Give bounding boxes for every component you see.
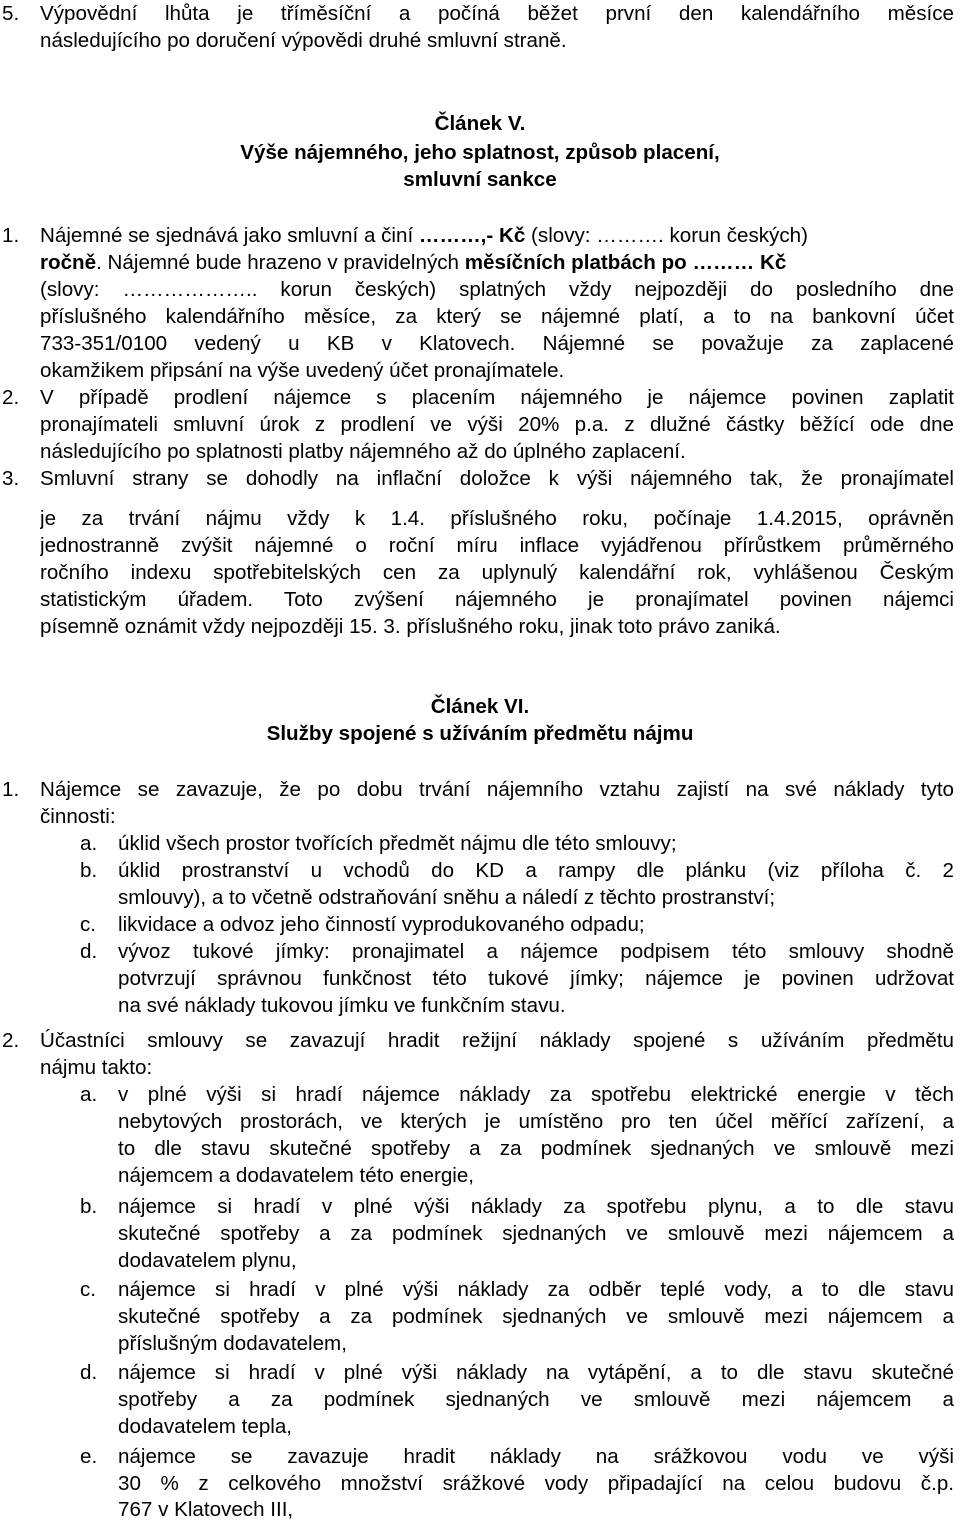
vi2-b-line-3 — [0, 1247, 960, 1274]
v3-line-5 — [0, 586, 960, 613]
list-letter: b. — [80, 1195, 98, 1218]
vi2-c-line-3 — [0, 1330, 960, 1357]
list-item-text: nájemce se zavazuje hradit náklady na srážkovou vodu ve výši — [118, 1445, 954, 1468]
vi2-line-2 — [0, 1054, 960, 1081]
paragraph-text: statistickým úřadem. Toto zvýšení nájemného je pronajímatel povinen nájemci — [40, 588, 954, 611]
list-item-text: to dle stavu skutečné spotřeby a za podmínek sjednaných ve smlouvě mezi — [118, 1137, 954, 1160]
list-letter: d. — [80, 940, 98, 963]
paragraph-text: Účastníci smlouvy se zavazují hradit režijní náklady spojené s užíváním předmětu — [40, 1029, 954, 1052]
paragraph-text: Smluvní strany se dohodly na inflační doložce k výši nájemného tak, že pronajímatel — [40, 467, 954, 490]
list-item-text: 767 v Klatovech III, — [118, 1498, 294, 1521]
vi1-d-line-3 — [0, 992, 960, 1019]
v3-line-3 — [0, 532, 960, 559]
paragraph-5-line-2 — [0, 27, 960, 54]
list-item-text: nájemce si hradí v plné výši náklady za spotřebu plynu, a to dle stavu — [118, 1195, 954, 1218]
list-letter: d. — [80, 1361, 98, 1384]
paragraph-text: 733-351/0100 vedený u KB v Klatovech. Nájemné se považuje za zaplacené — [40, 332, 954, 355]
list-item-text: likvidace a odvoz jeho činností vyprodukovaného odpadu; — [118, 913, 645, 936]
list-item-text: skutečné spotřeby a za podmínek sjednaných ve smlouvě mezi nájemcem a — [118, 1305, 954, 1328]
article-6-title — [0, 720, 960, 747]
vi1-line-2 — [0, 803, 960, 830]
article-5-title-line-1 — [0, 139, 960, 166]
article-6-heading — [0, 693, 960, 720]
vi2-a-line-2 — [0, 1108, 960, 1135]
list-letter: c. — [80, 913, 97, 936]
v1-line-5 — [0, 330, 960, 357]
list-item-text: dodavatelem plynu, — [118, 1249, 297, 1272]
paragraph-number: 3. — [2, 467, 20, 490]
vi2-d-line-3 — [0, 1413, 960, 1440]
article-title: Služby spojené s užíváním předmětu nájmu — [266, 722, 694, 745]
vi1-c-line-1 — [0, 911, 960, 938]
list-item-text: 30 % z celkového množství srážkové vody připadající na celou budovu č.p. — [118, 1472, 954, 1495]
list-item-text: příslušným dodavatelem, — [118, 1332, 347, 1355]
paragraph-text: okamžikem připsání na výše uvedený účet pronajímatele. — [40, 359, 565, 382]
v2-line-2 — [0, 411, 960, 438]
vi2-e-line-2 — [0, 1470, 960, 1497]
article-5-heading — [0, 110, 960, 137]
paragraph-text: následujícího po splatnosti platby nájemného až do úplného zaplacení. — [40, 440, 686, 463]
list-letter: b. — [80, 859, 98, 882]
vi2-e-line-1 — [0, 1443, 960, 1470]
vi1-d-line-1 — [0, 938, 960, 965]
vi2-a-line-3 — [0, 1135, 960, 1162]
list-item-text: nájemcem a dodavatelem této energie, — [118, 1164, 475, 1187]
vi2-a-line-1 — [0, 1081, 960, 1108]
vi2-c-line-2 — [0, 1303, 960, 1330]
vi2-c-line-1 — [0, 1276, 960, 1303]
vi2-d-line-2 — [0, 1386, 960, 1413]
vi2-b-line-1 — [0, 1193, 960, 1220]
v1-line-1 — [0, 222, 960, 249]
vi2-d-line-1 — [0, 1359, 960, 1386]
paragraph-number: 1. — [2, 778, 20, 801]
paragraph-text: pronajímateli smluvní úrok z prodlení ve výši 20% p.a. z dlužné částky běžící ode dne — [40, 413, 954, 436]
paragraph-text — [40, 222, 808, 249]
list-item-text: skutečné spotřeby a za podmínek sjednaných ve smlouvě mezi nájemcem a — [118, 1222, 954, 1245]
paragraph-text: V případě prodlení nájemce s placením nájemného je nájemce povinen zaplatit — [40, 386, 954, 409]
v2-line-1 — [0, 384, 960, 411]
list-letter: a. — [80, 832, 98, 855]
v1-line-6 — [0, 357, 960, 384]
list-item-text: úklid všech prostor tvořících předmět nájmu dle této smlouvy; — [118, 832, 677, 855]
paragraph-text: Výpovědní lhůta je tříměsíční a počíná běžet první den kalendářního měsíce — [40, 2, 954, 25]
vi2-line-1 — [0, 1027, 960, 1054]
paragraph-5-line-1 — [0, 0, 960, 27]
v1-line-2 — [0, 249, 960, 276]
paragraph-text: ročního indexu spotřebitelských cen za uplynulý kalendářní rok, vyhlášenou Českým — [40, 561, 954, 584]
annual-term: ročně — [40, 251, 97, 274]
rent-words-blank: (slovy: ………. korun českých) — [525, 224, 808, 247]
paragraph-text: Nájemce se zavazuje, že po dobu trvání nájemního vztahu zajistí na své náklady tyto — [40, 778, 954, 801]
list-letter: a. — [80, 1083, 98, 1106]
paragraph-text: písemně oznámit vždy nejpozději 15. 3. příslušného roku, jinak toto právo zaniká. — [40, 615, 781, 638]
article-heading: Článek VI. — [430, 695, 530, 718]
article-title: smluvní sankce — [403, 168, 557, 191]
article-heading: Článek V. — [434, 112, 526, 135]
vi2-e-line-3 — [0, 1496, 960, 1523]
list-item-text: na své náklady tukovou jímku ve funkčním stavu. — [118, 994, 566, 1017]
rent-amount-blank: ………,- Kč — [418, 224, 526, 247]
v3-line-1 — [0, 465, 960, 492]
vi2-a-line-4 — [0, 1162, 960, 1189]
paragraph-number: 1. — [2, 224, 20, 247]
paragraph-number: 2. — [2, 1029, 20, 1052]
paragraph-text: příslušného kalendářního měsíce, za který se nájemné platí, a to na bankovní účet — [40, 305, 954, 328]
v2-line-3 — [0, 438, 960, 465]
list-item-text: nájemce si hradí v plné výši náklady za odběr teplé vody, a to dle stavu — [118, 1278, 954, 1301]
paragraph-text: jednostranně zvýšit nájemné o roční míru inflace vyjádřenou přírůstkem průměrného — [40, 534, 954, 557]
list-item-text: spotřeby a za podmínek sjednaných ve smlouvě mezi nájemcem a — [118, 1388, 954, 1411]
list-letter: c. — [80, 1278, 97, 1301]
list-item-text: nájemce si hradí v plné výši náklady na vytápění, a to dle stavu skutečné — [118, 1361, 954, 1384]
v3-line-4 — [0, 559, 960, 586]
article-title: Výše nájemného, jeho splatnost, způsob placení, — [240, 141, 720, 164]
article-5-title-line-2 — [0, 166, 960, 193]
v3-line-2 — [0, 505, 960, 532]
paragraph-text: činnosti: — [40, 805, 116, 828]
list-item-text: potvrzují správnou funkčnost této tukové jímky; nájemce je povinen udržovat — [118, 967, 954, 990]
list-letter: e. — [80, 1445, 98, 1468]
monthly-payment-term: měsíčních platbách po ……… Kč — [464, 251, 787, 274]
list-item-text: nebytových prostorách, ve kterých je umístěno pro ten účel měřící zařízení, a — [118, 1110, 954, 1133]
vi1-b-line-1 — [0, 857, 960, 884]
list-item-text: dodavatelem tepla, — [118, 1415, 293, 1438]
paragraph-text: (slovy: ……………….. korun českých) splatných vždy nejpozději do posledního dne — [40, 278, 954, 301]
vi1-a-line-1 — [0, 830, 960, 857]
payment-text: . Nájemné bude hrazeno v pravidelných — [96, 251, 465, 274]
rent-text: Nájemné se sjednává jako smluvní a činí — [40, 224, 419, 247]
paragraph-text: nájmu takto: — [40, 1056, 153, 1079]
vi1-d-line-2 — [0, 965, 960, 992]
list-item-text: úklid prostranství u vchodů do KD a rampy dle plánku (viz příloha č. 2 — [118, 859, 954, 882]
paragraph-number: 2. — [2, 386, 20, 409]
vi1-b-line-2 — [0, 884, 960, 911]
v1-line-4 — [0, 303, 960, 330]
v3-line-6 — [0, 613, 960, 640]
paragraph-text: následujícího po doručení výpovědi druhé smluvní straně. — [40, 29, 567, 52]
vi2-b-line-2 — [0, 1220, 960, 1247]
v1-line-3 — [0, 276, 960, 303]
paragraph-text — [40, 249, 786, 276]
vi1-line-1 — [0, 776, 960, 803]
list-item-text: smlouvy), a to včetně odstraňování sněhu a náledí z těchto prostranství; — [118, 886, 776, 909]
paragraph-number: 5. — [2, 2, 20, 25]
list-item-text: v plné výši si hradí nájemce náklady za spotřebu elektrické energie v těch — [118, 1083, 954, 1106]
paragraph-text: je za trvání nájmu vždy k 1.4. příslušného roku, počínaje 1.4.2015, oprávněn — [40, 507, 954, 530]
list-item-text: vývoz tukové jímky: pronajimatel a nájemce podpisem této smlouvy shodně — [118, 940, 954, 963]
